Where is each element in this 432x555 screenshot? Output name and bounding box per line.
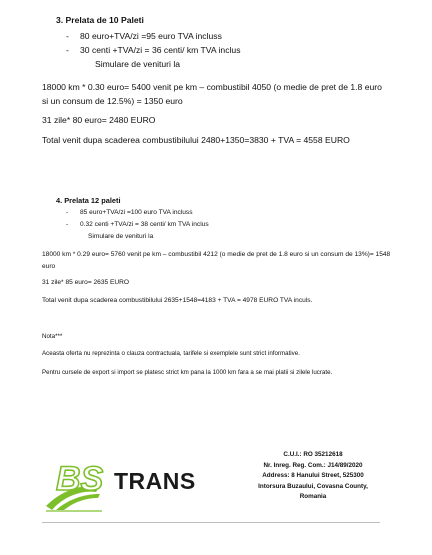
logo-trans-text: TRANS [114,468,196,494]
company-country: Romania [299,493,327,500]
company-city: Intorsura Buzaului, Covasna County, [258,482,368,490]
section-4-bullet-1 [66,209,193,216]
bullet-text: 85 euro+TVA/zi =100 euro TVA incluss [80,209,193,216]
section-4-subheading: Simulare de venituri la [88,233,154,240]
nota-paragraph-1: Aceasta oferta nu reprezinta o clauza contractuala, tarifele si exemplele sunt strict informative. [42,350,300,357]
bullet-text: 0.32 centi +TVA/zi = 38 centi/ km TVA inclus [80,221,209,228]
section-4-calc-1: 18000 km * 0.29 euro= 5760 venit pe km – combustibil 4212 (o medie de pret de 1.8 euro si un consum de 13%)= 1548 euro [42,251,391,270]
dash-icon: - [66,221,69,228]
bullet-text: 30 centi +TVA/zi = 36 centi/ km TVA inclus [80,45,241,55]
section-4-calc-2: 31 zile* 85 euro= 2635 EURO [42,279,130,286]
section-3-subheading: Simulare de venituri la [95,59,181,69]
section-3-calc-1: 18000 km * 0.30 euro= 5400 venit pe km – combustibil 4050 (o medie de pret de 1.8 euro si un consum de 12.5%) = 1350 euro [42,82,382,106]
section-3-heading: 3. Prelata de 10 Paleti [56,15,144,25]
dash-icon: - [66,209,69,216]
section-3-bullet-1 [66,31,222,41]
footer-divider [42,522,380,523]
section-3-calc-2: 31 zile* 80 euro= 2480 EURO [42,115,156,125]
section-3-bullet-2 [66,45,241,55]
company-info [250,450,376,503]
section-4-heading: 4. Prelata 12 paleti [56,196,121,205]
nota-paragraph-2: Pentru cursele de export si import se platesc strict km pana la 1000 km fara a se mai platii si zilele lucrate. [42,369,333,376]
company-registration: Nr. Inreg. Reg. Com.: J14/89/2020 [263,461,363,469]
nota-label: Nota*** [42,333,63,340]
dash-icon: - [66,31,69,41]
bullet-text: 80 euro+TVA/zi =95 euro TVA incluss [80,31,222,41]
company-cui: C.U.I.: RO 35212618 [283,451,343,458]
company-logo [42,450,196,512]
company-address: Address: 8 Hanului Street, 525300 [262,472,364,479]
section-4-total: Total venit dupa scaderea combustibilului 2635+1548=4183 + TVA = 4978 EURO TVA inculs. [42,297,313,304]
logo-bs-text: BS [56,460,104,498]
section-4-bullet-2 [66,221,209,228]
dash-icon: - [66,45,69,55]
section-3-total: Total venit dupa scaderea combustibilului 2480+1350=3830 + TVA = 4558 EURO [42,135,350,145]
